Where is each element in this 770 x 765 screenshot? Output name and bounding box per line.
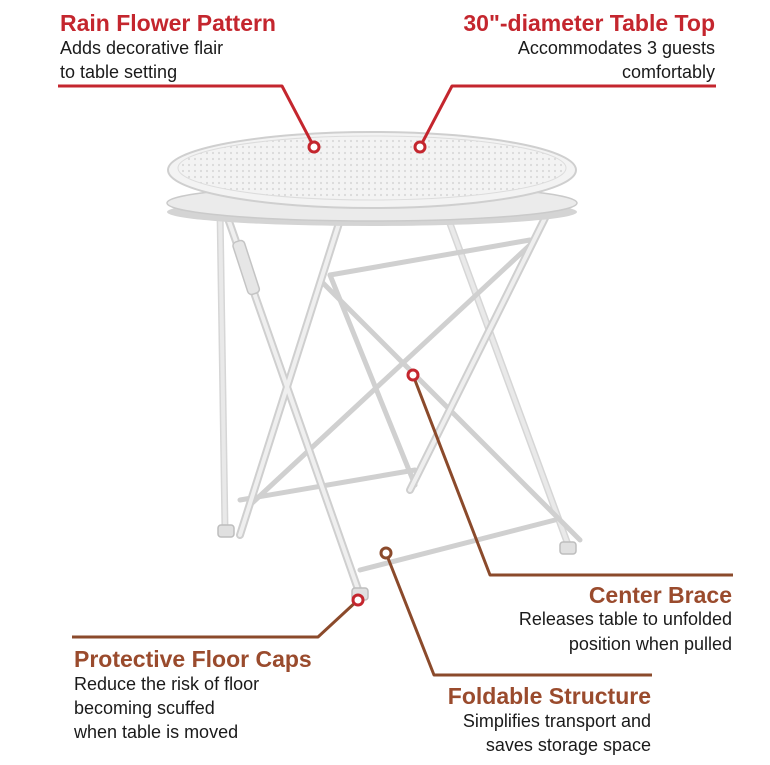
foldable-desc-line2: saves storage space [485, 735, 651, 755]
rain-flower-pattern [178, 136, 566, 200]
foldable-dot [381, 548, 391, 558]
floor-caps-dot [353, 595, 363, 605]
hinge-bracket [232, 239, 260, 295]
center-brace-title: Center Brace [588, 582, 732, 608]
rain-flower-desc-line1: Adds decorative flair [60, 38, 224, 58]
foldable-desc-line1: Simplifies transport and [462, 711, 651, 731]
floor-caps-desc-line3: when table is moved [74, 722, 239, 742]
floor-caps-leader [72, 600, 358, 637]
floor-caps-desc-line2: becoming scuffed [74, 698, 215, 718]
table-top-dot [415, 142, 425, 152]
center-brace-desc-line1: Releases table to unfolded [518, 609, 732, 629]
center-brace-desc-line2: position when pulled [568, 634, 732, 654]
table [167, 132, 580, 600]
rain-flower-dot [309, 142, 319, 152]
table-top-desc-line1: Accommodates 3 guests [517, 38, 715, 58]
table-top-desc-line2: comfortably [621, 62, 715, 82]
foldable-title: Foldable Structure [447, 683, 651, 709]
rain-flower-desc-line2: to table setting [60, 62, 178, 82]
center-brace-dot [408, 370, 418, 380]
rain-flower-title: Rain Flower Pattern [60, 10, 276, 36]
table-top-title: 30"-diameter Table Top [463, 10, 715, 36]
floor-caps-desc-line1: Reduce the risk of floor [74, 674, 260, 694]
floor-caps-title: Protective Floor Caps [74, 646, 312, 672]
